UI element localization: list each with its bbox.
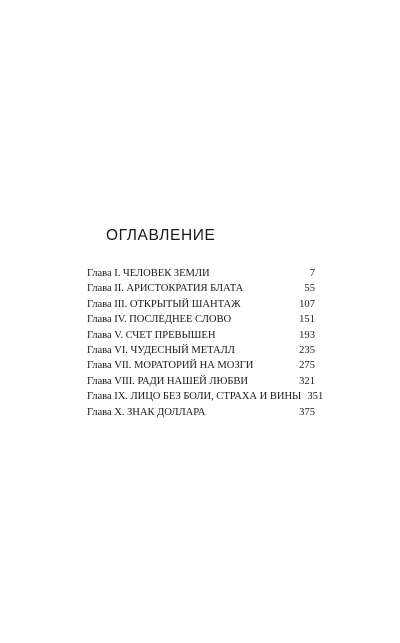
- table-of-contents: [87, 266, 324, 420]
- toc-entry-chapter-2[interactable]: [87, 281, 315, 296]
- page-number: 321: [299, 375, 315, 387]
- chapter-title: Глава I. ЧЕЛОВЕК ЗЕМЛИ: [87, 268, 210, 279]
- page-number: 7: [309, 268, 315, 279]
- toc-entry-chapter-3[interactable]: [87, 297, 315, 312]
- chapter-title: Глава X. ЗНАК ДОЛЛАРА: [87, 406, 206, 418]
- toc-entry-chapter-8[interactable]: [87, 374, 315, 389]
- chapter-title: Глава VII. МОРАТОРИЙ НА МОЗГИ: [87, 360, 254, 372]
- toc-entry-chapter-5[interactable]: [87, 328, 315, 343]
- chapter-title: Глава VI. ЧУДЕСНЫЙ МЕТАЛЛ: [87, 344, 235, 356]
- page-number: 235: [299, 344, 315, 356]
- toc-entry-chapter-9[interactable]: [87, 389, 324, 404]
- page-number: 375: [299, 406, 315, 418]
- page-number: 275: [299, 360, 315, 372]
- page-number: 151: [299, 314, 315, 326]
- page-number: 107: [299, 298, 315, 310]
- toc-entry-chapter-4[interactable]: [87, 312, 315, 327]
- page-number: 55: [304, 283, 315, 295]
- chapter-title: Глава IX. ЛИЦО БЕЗ БОЛИ, СТРАХА И ВИНЫ: [87, 391, 302, 403]
- toc-entry-chapter-7[interactable]: [87, 358, 315, 373]
- chapter-title: Глава II. АРИСТОКРАТИЯ БЛАТА: [87, 283, 244, 295]
- chapter-title: Глава III. ОТКРЫТЫЙ ШАНТАЖ: [87, 298, 241, 310]
- chapter-title: Глава VIII. РАДИ НАШЕЙ ЛЮБВИ: [87, 375, 249, 387]
- page-title: ОГЛАВЛЕНИЕ: [106, 227, 216, 244]
- toc-entry-chapter-6[interactable]: [87, 343, 315, 358]
- toc-entry-chapter-10[interactable]: [87, 405, 315, 420]
- chapter-title: Глава V. СЧЕТ ПРЕВЫШЕН: [87, 329, 216, 341]
- page-number: 193: [299, 329, 315, 341]
- toc-entry-chapter-1[interactable]: [87, 266, 315, 281]
- chapter-title: Глава IV. ПОСЛЕДНЕЕ СЛОВО: [87, 314, 232, 326]
- page-number: 351: [307, 391, 324, 403]
